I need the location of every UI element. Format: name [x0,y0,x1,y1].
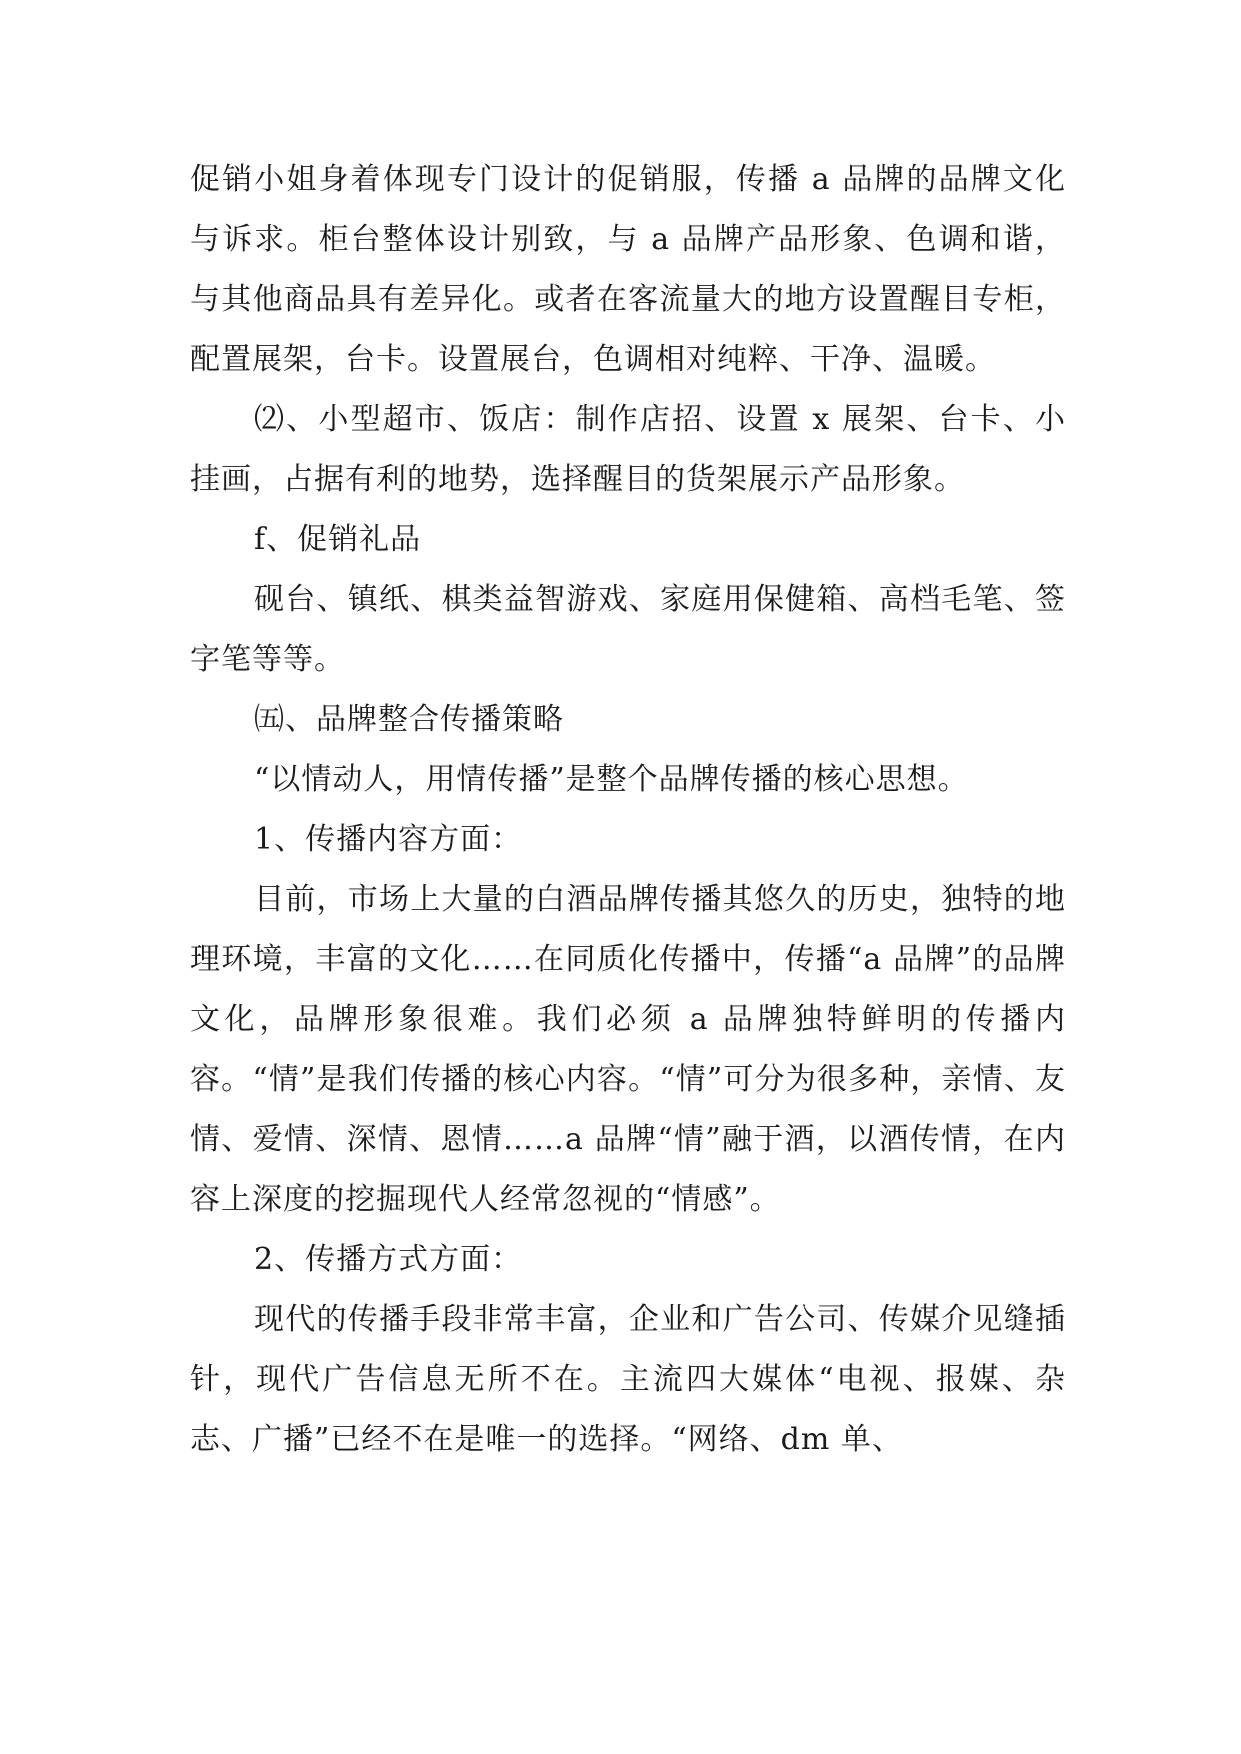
heading-method-aspect: 2、传播方式方面： [254,1242,523,1277]
heading-brand-integration: ㈤、品牌整合传播策略 [254,702,564,737]
heading-content-aspect: 1、传播内容方面： [254,822,523,857]
paragraph-method-aspect: 现代的传播手段非常丰富，企业和广告公司、传媒介见缝插针，现代广告信息无所不在。主流四大媒体“电视、报媒、杂志、广播”已经不在是唯一的选择。“网络、dm 单、 [190,1302,1066,1457]
paragraph-gift-list: 砚台、镇纸、棋类益智游戏、家庭用保健箱、高档毛笔、签字笔等等。 [190,582,1066,677]
paragraph-small-supermarket: ⑵、小型超市、饭店：制作店招、设置 x 展架、台卡、小挂画，占据有利的地势，选择醒目的货架展示产品形象。 [190,402,1066,497]
paragraph-promotion-staff: 促销小姐身着体现专门设计的促销服，传播 a 品牌的品牌文化与诉求。柜台整体设计别致，与 a 品牌产品形象、色调和谐，与其他商品具有差异化。或者在客流量大的地方设置醒目专柜，配置展架，台卡。设置展台，色调相对纯粹、干净、温暖。 [190,162,1066,377]
paragraph-core-idea: “以情动人，用情传播”是整个品牌传播的核心思想。 [254,762,969,797]
heading-promotional-gifts: f、促销礼品 [254,522,422,557]
paragraph-content-aspect: 目前，市场上大量的白酒品牌传播其悠久的历史，独特的地理环境，丰富的文化……在同质化传播中，传播“a 品牌”的品牌文化，品牌形象很难。我们必须 a 品牌独特鲜明的传播内容。“情”是我们传播的核心内容。“情”可分为很多种，亲情、友情、爱情、深情、恩情……a 品牌“情”融于酒，以酒传情，在内容上深度的挖掘现代人经常忽视的“情感”。 [190,882,1066,1217]
document-body [190,150,1066,1470]
